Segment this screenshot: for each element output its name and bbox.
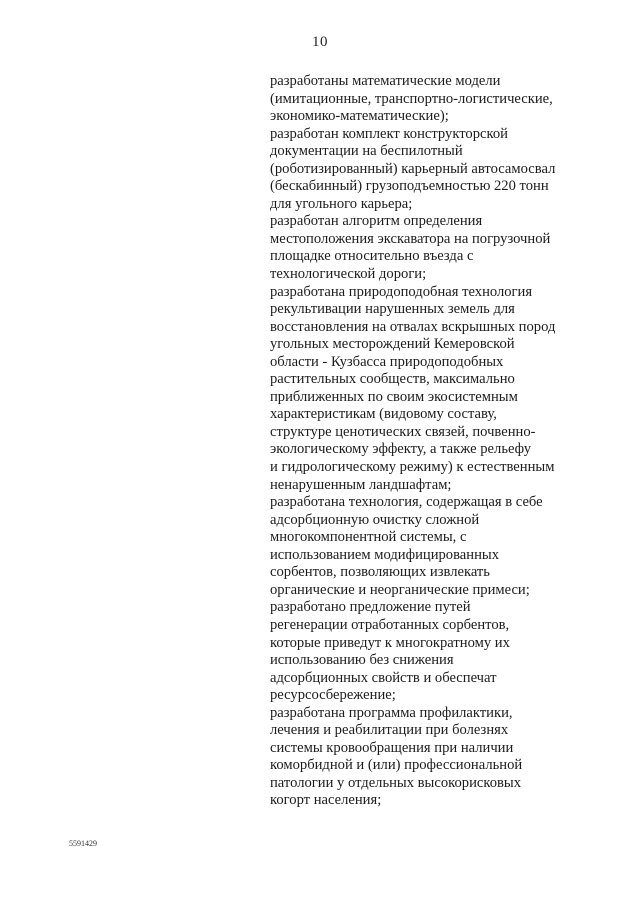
text-line: которые приведут к многократному их xyxy=(270,634,510,651)
text-line: разработана технология, содержащая в себе xyxy=(270,494,543,511)
text-line: растительных сообществ, максимально xyxy=(270,371,515,388)
document-id: 5591429 xyxy=(69,839,97,848)
text-line: когорт населения; xyxy=(270,792,382,809)
text-line: ненарушенным ландшафтам; xyxy=(270,476,452,493)
text-line: лечения и реабилитации при болезнях xyxy=(270,722,509,739)
text-line: технологической дороги; xyxy=(270,266,427,283)
text-line: (имитационные, транспортно-логистические, xyxy=(270,90,553,107)
text-line: и гидрологическому режиму) к естественным xyxy=(270,459,555,476)
text-line: регенерации отработанных сорбентов, xyxy=(270,616,510,633)
text-line: (бескабинный) грузоподъемностью 220 тонн xyxy=(270,178,549,195)
text-line: ресурсосбережение; xyxy=(270,687,396,704)
text-line: органические и неорганические примеси; xyxy=(270,581,530,598)
text-line: экологическому эффекту, а также рельефу xyxy=(270,441,532,458)
text-line: приближенных по своим экосистемным xyxy=(270,388,518,405)
text-line: угольных месторождений Кемеровской xyxy=(270,336,515,353)
text-line: патологии у отдельных высокорисковых xyxy=(270,774,522,791)
text-line: документации на беспилотный xyxy=(270,143,463,160)
text-line: разработан алгоритм определения xyxy=(270,213,483,230)
text-line: системы кровообращения при наличии xyxy=(270,739,514,756)
text-line: разработана природоподобная технология xyxy=(270,283,533,300)
text-line: использованием модифицированных xyxy=(270,546,499,563)
text-line: коморбидной и (или) профессиональной xyxy=(270,757,523,774)
text-line: характеристикам (видовому составу, xyxy=(270,406,497,423)
page-number: 10 xyxy=(312,34,328,50)
text-line: адсорбционных свойств и обеспечат xyxy=(270,669,497,686)
text-line: местоположения экскаватора на погрузочной xyxy=(270,230,551,247)
text-line: восстановления на отвалах вскрышных пород xyxy=(270,318,556,335)
text-line: сорбентов, позволяющих извлекать xyxy=(270,564,490,581)
text-line: разработано предложение путей xyxy=(270,599,471,616)
text-line: разработана программа профилактики, xyxy=(270,704,513,721)
text-line: для угольного карьера; xyxy=(270,195,413,212)
text-line: экономико-математические); xyxy=(270,108,449,125)
text-line: рекультивации нарушенных земель для xyxy=(270,301,515,318)
body-text xyxy=(270,73,620,810)
text-line: структуре ценотических связей, почвенно- xyxy=(270,423,536,440)
text-line: области - Кузбасса природоподобных xyxy=(270,353,504,370)
text-line: разработаны математические модели xyxy=(270,73,501,89)
text-line: площадке относительно въезда с xyxy=(270,248,474,265)
text-line: адсорбционную очистку сложной xyxy=(270,511,480,528)
text-line: (роботизированный) карьерный автосамосвал xyxy=(270,160,556,177)
text-line: разработан комплект конструкторской xyxy=(270,125,508,142)
text-line: использованию без снижения xyxy=(270,652,454,669)
text-line: многокомпонентной системы, с xyxy=(270,529,467,546)
